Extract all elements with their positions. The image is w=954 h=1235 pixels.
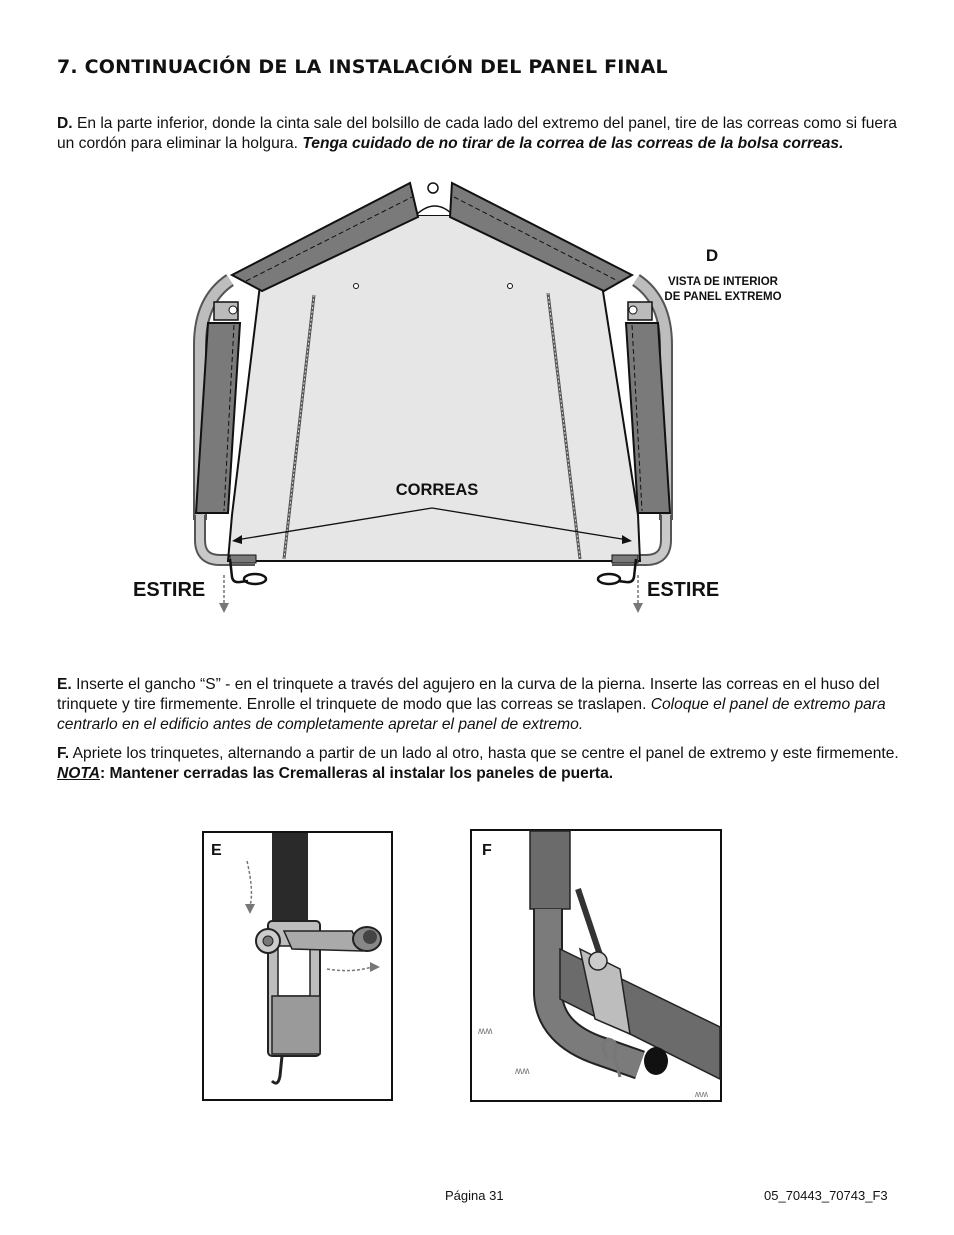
figure-d-letter: D <box>705 246 719 265</box>
figure-d-end-panel-diagram <box>0 175 954 625</box>
step-e-text: Inserte el gancho “S” - en el trinquete a través del agujero en la curva de la pierna. Inserte las correas en el huso del trinquete y tire firmemente. Enrolle el trinquete de modo que las correas se traslapen. <box>57 676 880 713</box>
step-d-label: D. <box>57 115 73 132</box>
figure-f-installed-ratchet-diagram <box>470 829 722 1102</box>
figure-f-letter: F <box>482 842 492 859</box>
svg-text:ʍʍ: ʍʍ <box>695 1089 708 1099</box>
step-e-label: E. <box>57 676 72 693</box>
pull-left-label: ESTIRE <box>133 579 206 601</box>
step-d-emphasis: Tenga cuidado de no tirar de la correa de las correas de la bolsa correas. <box>302 135 844 152</box>
step-f-text: Apriete los trinquetes, alternando a partir de un lado al otro, hasta que se centre el panel de extremo y este firmemente. <box>72 745 899 762</box>
pull-right-label: ESTIRE <box>647 579 720 601</box>
section-heading: 7. CONTINUACIÓN DE LA INSTALACIÓN DEL PANEL FINAL <box>57 56 668 78</box>
figure-d-caption-line1: VISTA DE INTERIOR <box>668 276 778 288</box>
svg-text:ʍʍ: ʍʍ <box>515 1066 530 1077</box>
straps-label: CORREAS <box>395 481 479 499</box>
figure-e-ratchet-diagram <box>202 831 393 1101</box>
footer-page-number: Página 31 <box>445 1188 504 1203</box>
step-f-paragraph <box>57 744 902 784</box>
step-f-label: F. <box>57 745 70 762</box>
figure-d-caption-line2: DE PANEL EXTREMO <box>664 291 782 303</box>
footer-document-code: 05_70443_70743_F3 <box>764 1188 888 1203</box>
step-d-text: En la parte inferior, donde la cinta sale del bolsillo de cada lado del extremo del panel, tire de las correas como si fuera un cordón para eliminar la holgura. <box>57 115 897 152</box>
step-f-nota: NOTA <box>57 765 101 782</box>
step-d-paragraph <box>57 114 902 154</box>
svg-text:ʍʍ: ʍʍ <box>478 1026 493 1037</box>
step-e-paragraph <box>57 675 902 735</box>
figure-e-letter: E <box>211 842 222 859</box>
step-f-nota-text: : Mantener cerradas las Cremalleras al instalar los paneles de puerta. <box>100 765 614 782</box>
step-e-italic: Coloque el panel de extremo para centrarlo en el edificio antes de completamente apretar el panel de extremo. <box>57 696 886 733</box>
